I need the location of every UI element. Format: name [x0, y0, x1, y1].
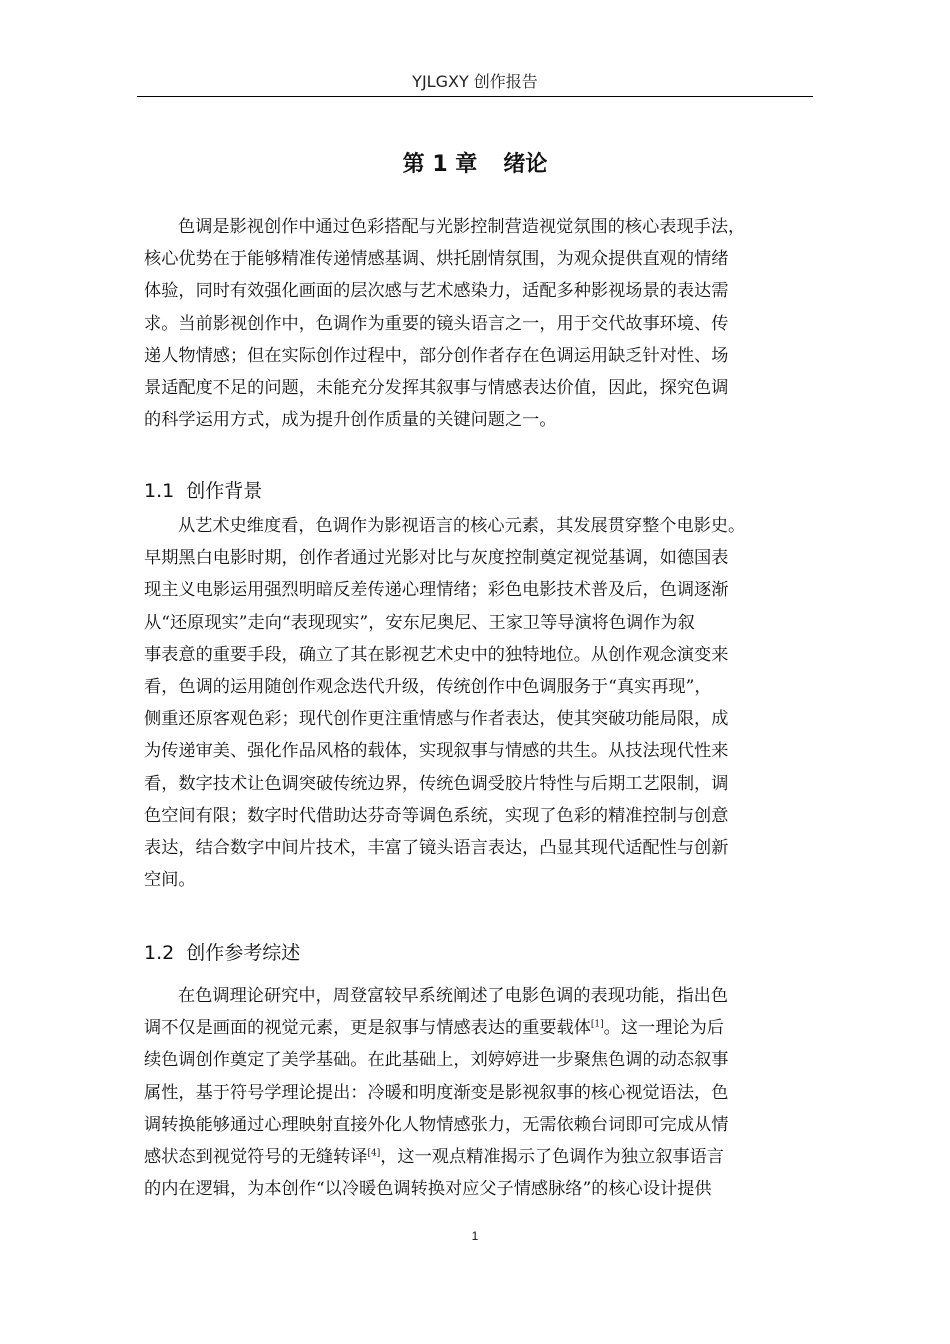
body-line: 早期黑白电影时期，创作者通过光影对比与灰度控制奠定视觉基调，如德国表	[144, 548, 729, 569]
body-text: 。这一理论为后	[603, 1018, 724, 1039]
running-header: YJLGXY 创作报告	[412, 72, 538, 91]
body-line: 侧重还原客观色彩；现代创作更注重情感与作者表达，使其突破功能局限，成	[144, 709, 729, 730]
intro-line: 核心优势在于能够精准传递情感基调、烘托剧情氛围，为观众提供直观的情绪	[144, 249, 729, 270]
header-rule	[137, 96, 813, 97]
body-line	[144, 1141, 812, 1173]
body-line: 看，色调的运用随创作观念迭代升级，传统创作中色调服务于“真实再现”，	[144, 677, 712, 698]
intro-line: 景适配度不足的问题，未能充分发挥其叙事与情感表达价值，因此，探究色调	[144, 378, 729, 399]
chapter-title	[137, 148, 813, 182]
citation-ref[interactable]: [1]	[590, 1019, 604, 1030]
body-line: 从“还原现实”走向“表现现实”，安东尼奥尼、王家卫等导演将色调作为叙	[144, 612, 695, 633]
body-line: 在色调理论研究中，周登富较早系统阐述了电影色调的表现功能，指出色	[178, 986, 729, 1006]
intro-line: 体验，同时有效强化画面的层次感与艺术感染力，适配多种影视场景的表达需	[144, 281, 729, 302]
body-line: 为传递审美、强化作品风格的载体，实现叙事与情感的共生。从技法现代性来	[144, 741, 729, 762]
body-line: 事表意的重要手段，确立了其在影视艺术史中的独特地位。从创作观念演变来	[144, 644, 729, 665]
body-line: 调转换能够通过心理映射直接外化人物情感张力，无需依赖台词即可完成从情	[144, 1114, 729, 1135]
intro-line: 递人物情感；但在实际创作过程中，部分创作者存在色调运用缺乏针对性、场	[144, 345, 729, 366]
section-1-2-paragraph	[144, 980, 812, 1205]
intro-paragraph	[144, 211, 812, 436]
body-line: 从艺术史维度看，色调作为影视语言的核心元素，其发展贯穿整个电影史。	[178, 516, 746, 536]
body-line: 表达，结合数字中间片技术，丰富了镜头语言表达，凸显其现代适配性与创新	[144, 838, 729, 859]
section-title: 创作背景	[186, 480, 263, 502]
section-1-1-paragraph	[144, 510, 812, 896]
page-number: 1	[471, 1229, 479, 1243]
chapter-label: 第 1 章	[402, 152, 478, 177]
body-line	[144, 1012, 812, 1044]
body-line: 属性，基于符号学理论提出：冷暖和明度渐变是影视叙事的核心视觉语法，色	[144, 1082, 729, 1103]
intro-line: 求。当前影视创作中，色调作为重要的镜头语言之一，用于交代故事环境、传	[144, 313, 729, 334]
section-number: 1.2	[144, 942, 175, 964]
chapter-name: 绪论	[503, 152, 548, 177]
body-line: 现主义电影运用强烈明暗反差传递心理情绪；彩色电影技术普及后，色调逐渐	[144, 580, 729, 601]
section-heading-1-1	[144, 476, 262, 506]
citation-ref[interactable]: [4]	[367, 1148, 381, 1159]
body-text: 调不仅是画面的视觉元素，更是叙事与情感表达的重要载体	[144, 1018, 591, 1039]
section-heading-1-2	[144, 938, 300, 968]
body-line: 看，数字技术让色调突破传统边界，传统色调受胶片特性与后期工艺限制，调	[144, 773, 729, 794]
intro-line: 的科学运用方式，成为提升创作质量的关键问题之一。	[144, 410, 557, 431]
intro-line: 色调是影视创作中通过色彩搭配与光影控制营造视觉氛围的核心表现手法，	[178, 217, 746, 237]
body-line: 续色调创作奠定了美学基础。在此基础上，刘婷婷进一步聚焦色调的动态叙事	[144, 1050, 729, 1071]
section-number: 1.1	[144, 480, 175, 502]
section-title: 创作参考综述	[186, 942, 301, 964]
body-line: 的内在逻辑，为本创作“以冷暖色调转换对应父子情感脉络”的核心设计提供	[144, 1179, 712, 1200]
body-line: 色空间有限；数字时代借助达芬奇等调色系统，实现了色彩的精准控制与创意	[144, 805, 729, 826]
body-line: 空间。	[144, 870, 196, 891]
body-text: 感状态到视觉符号的无缝转译	[144, 1147, 368, 1168]
body-text: ，这一观点精准揭示了色调作为独立叙事语言	[380, 1147, 724, 1168]
